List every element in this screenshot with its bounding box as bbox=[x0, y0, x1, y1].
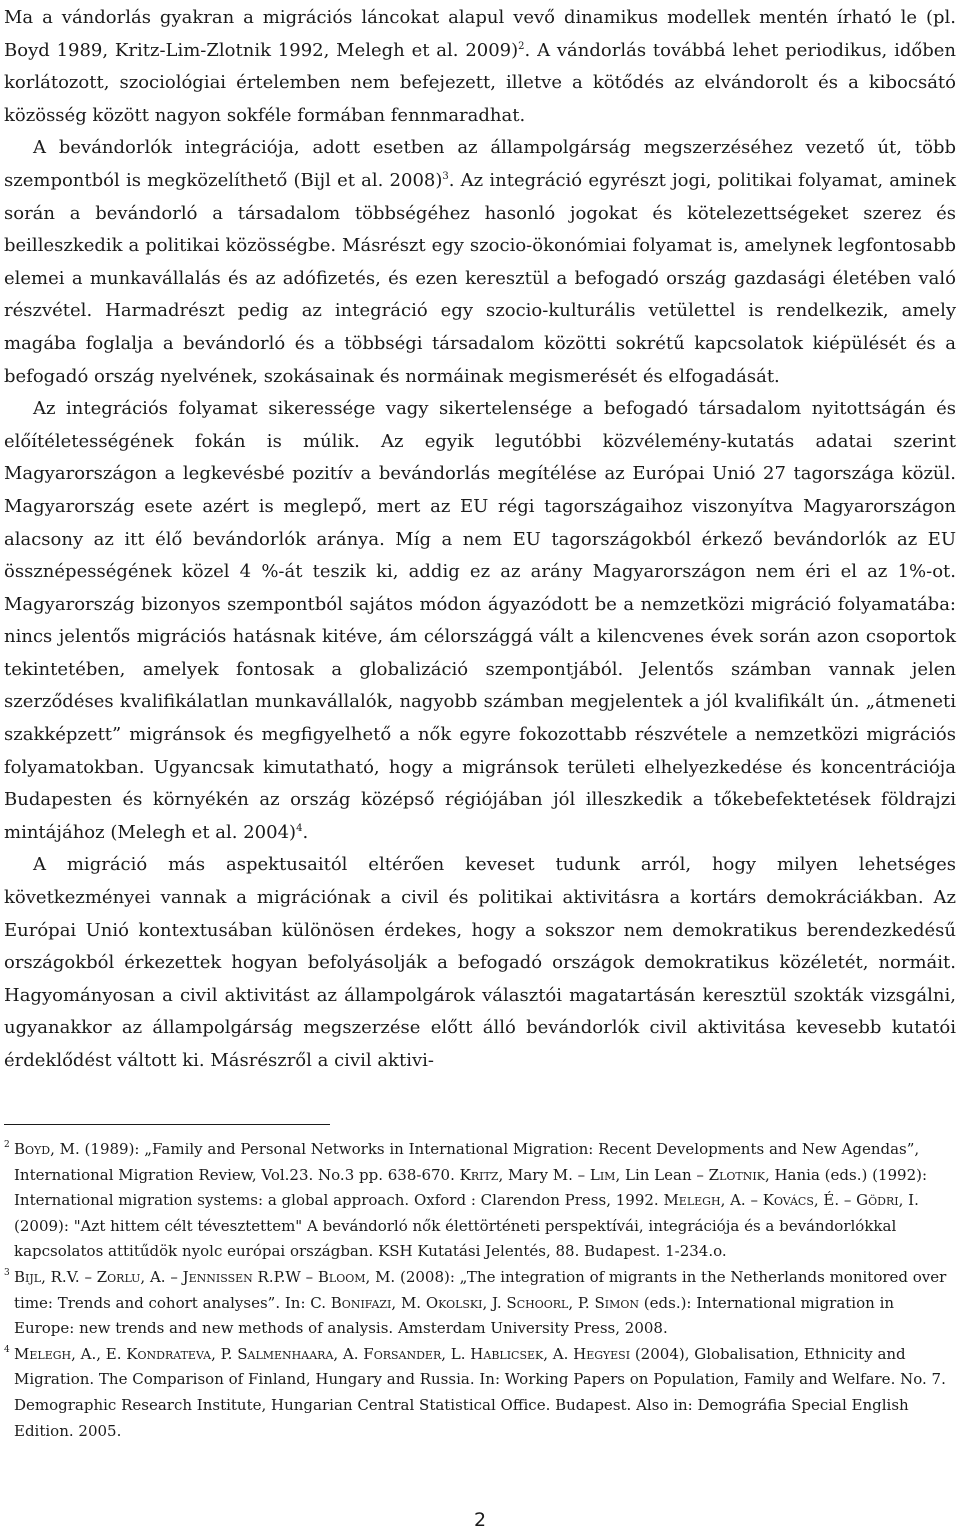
paragraph-2: A bevándorlók integrációja, adott esetben az állampolgárság megszerzéséhez vezető út, több szempontból is megközelíthető (Bijl et al. 2008)$^3$. Az integráció egyrészt jogi, politikai folyamat, aminek során a bevándorló a társadalom többségéhez hasonló jogokat és kötelezettségeket szerez és beilleszkedik a politikai közösségbe. Másrészt egy szocio-ökonómiai folyamat is, amelynek legfontosabb elemei a munkavállalás és az adófizetés, és ezen keresztül a befogadó ország gazdasági életében való részvétel. Harmadrészt pedig az integráció egy szocio-kulturális vetülettel is rendelkezik, amely magába foglalja a bevándorló és a többségi társadalom közötti sokrétű kapcsolatok kiépülését és a befogadó ország nyelvének, szokásainak és normáinak megismerését és elfogadását. bbox=[4, 137, 956, 387]
footnote-number: 4 bbox=[4, 1344, 10, 1355]
footnotes bbox=[4, 1137, 954, 1444]
footnote-2: 2 Boyd, M. (1989): „Family and Personal Networks in International Migration: Recent Developments and New Agendas”, International Migration Review, Vol.23. No.3 pp. 638-670. Kritz, Mary M. – Lim, Lin Lean – Zlotnik, Hania (eds.) (1992): International migration systems: a global approach. Oxford : Clarendon Press, 1992. Melegh, A. – Kovács, É. – Gödri, I. (2009): "Azt hittem célt tévesztettem" A bevándorló nők élettörténeti perspektívái, integrációja és a bevándorlókkal kapcsolatos attitűdök nyolc európai országban. KSH Kutatási Jelentés, 88. Budapest. 1-234.o. bbox=[4, 1137, 954, 1265]
paragraph-3: Az integrációs folyamat sikeressége vagy sikertelensége a befogadó társadalom nyitottságán és előítéletességének fokán is múlik. Az egyik legutóbbi közvélemény-kutatás adatai szerint Magyarországon a legkevésbé pozitív a bevándorlás megítélése az Európai Unió 27 tagországa közül. Magyarország esete azért is meglepő, mert az EU régi tagországaihoz viszonyítva Magyarországon alacsony az itt élő bevándorlók aránya. Míg a nem EU tagországokból érkező bevándorlók az EU össznépességének közel 4 %-át teszik ki, addig ez az arány Magyarországon nem éri el az 1%-ot. Magyarország bizonyos szempontból sajátos módon ágyazódott be a nemzetközi migráció folyamatába: nincs jelentős migrációs hatásnak kitéve, ám célországgá vált a kilencvenes évek során azon csoportok tekintetében, amelyek fontosak a globalizáció szempontjából. Jelentős számban vannak jelen szerződéses kvalifikálatlan munkavállalók, nagyobb számban megjelentek a jól kvalifikált ún. „átmeneti szakképzett” migránsok és megfigyelhető a nők egyre fokozottabb részvétele a nemzetközi migrációs folyamatokban. Ugyancsak kimutatható, hogy a migránsok területi elhelyezkedése és koncentrációja Budapesten és környékén az ország középső régiójában jól illeszkedik a tőkebefektetések földrajzi mintájához (Melegh et al. 2004)$^4$. bbox=[4, 398, 956, 843]
footnote-number: 2 bbox=[4, 1140, 10, 1150]
footnote-ref-3[interactable]: 3 bbox=[442, 170, 449, 182]
footnote-separator bbox=[4, 1124, 330, 1125]
footnote-number: 3 bbox=[4, 1267, 10, 1278]
page-number: 2 bbox=[473, 1509, 487, 1531]
footnote-ref-4[interactable]: 4 bbox=[296, 822, 303, 834]
body-text bbox=[4, 2, 956, 1078]
footnote-4: 4 Melegh, A., E. Kondrateva, P. Salmenhaara, A. Forsander, L. Hablicsek, A. Hegyesi (2004), Globalisation, Ethnicity and Migration. The Comparison of Finland, Hungary and Russia. In: Working Papers on Population, Family and Welfare. No. 7. Demographic Research Institute, Hungarian Central Statistical Office. Budapest. Also in: Demográfia Special English Edition. 2005. bbox=[4, 1342, 954, 1444]
footnote-3: 3 Bijl, R.V. – Zorlu, A. – Jennissen R.P.W – Bloom, M. (2008): „The integration of migrants in the Netherlands monitored over time: Trends and cohort analyses”. In: C. Bonifazi, M. Okolski, J. Schoorl, P. Simon (eds.): International migration in Europe: new trends and new methods of analysis. Amsterdam University Press, 2008. bbox=[4, 1265, 954, 1342]
footnote-ref-2[interactable]: 2 bbox=[518, 40, 525, 52]
paragraph-1: Ma a vándorlás gyakran a migrációs láncokat alapul vevő dinamikus modellek mentén írható le (pl. Boyd 1989, Kritz-Lim-Zlotnik 1992, Melegh et al. 2009)$^2$. A vándorlás továbbá lehet periodikus, időben korlátozott, szociológiai értelemben nem befejezett, illetve a kötődés az elvándorolt és a kibocsátó közösség között nagyon sokféle formában fennmaradhat. bbox=[4, 7, 956, 126]
paragraph-4: A migráció más aspektusaitól eltérően keveset tudunk arról, hogy milyen lehetséges következményei vannak a migrációnak a civil és politikai aktivitásra a kortárs demokráciákban. Az Európai Unió kontextusában különösen érdekes, hogy a sokszor nem demokratikus berendezkedésű országokból érkezettek hogyan befolyásolják a befogadó országok demokratikus közéletét, normáit. Hagyományosan a civil aktivitást az állampolgárok választói magatartásán keresztül szokták vizsgálni, ugyanakkor az állampolgárság megszerzése előtt álló bevándorlók civil aktivitása kevesebb kutatói érdeklődést váltott ki. Másrészről a civil aktivi- bbox=[4, 854, 956, 1071]
